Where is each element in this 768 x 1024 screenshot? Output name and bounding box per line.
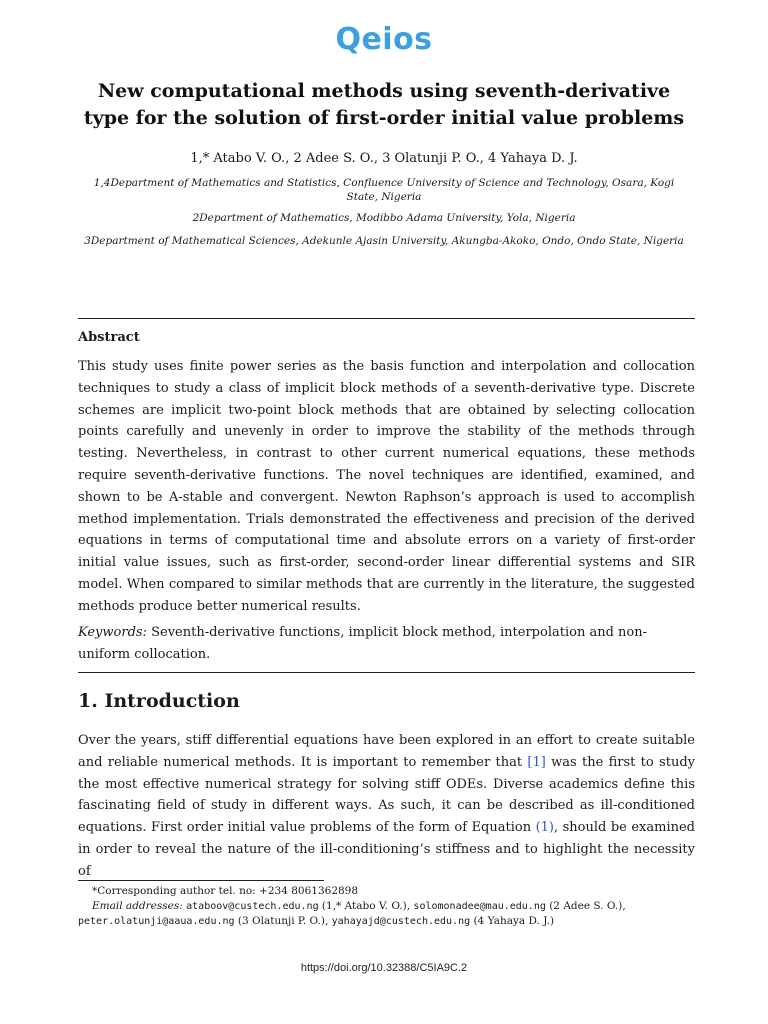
section-heading-introduction: 1. Introduction <box>78 690 240 712</box>
title-line-1: New computational methods using seventh-derivative <box>97 80 671 102</box>
footnotes <box>78 884 695 929</box>
email-4[interactable]: yahayajd@custech.edu.ng <box>331 916 471 927</box>
affiliation-1: 1,4Department of Mathematics and Statistics, Confluence University of Science and Technology, Osara, Kogi State, Nigeria <box>93 177 675 203</box>
email-1[interactable]: ataboov@custech.edu.ng <box>186 901 319 912</box>
intro-text-c: , should be examined in order to reveal the nature of the ill-conditioning’s stiffness and to highlight the necessity of <box>78 820 695 879</box>
email-line-2 <box>78 914 695 929</box>
footnote-rule <box>78 880 324 881</box>
abstract-text: This study uses finite power series as the basis function and interpolation and collocation techniques to study a class of implicit block methods of a seventh-derivative type. Discrete schemes are implicit two-point block methods that are obtained by selecting collocation points carefully and unevenly in order to improve the stability of the methods through testing. Nevertheless, in contrast to other current numerical equations, these methods require seventh-derivative functions. The novel techniques are identified, examined, and shown to be A-stable and convergent. Newton Raphson’s approach is used to accomplish method implementation. Trials demonstrated the effectiveness and precision of the derived equations in terms of computational time and absolute errors on a variety of first-order initial value issues, such as first-order, second-order linear differential systems and SIR model. When compared to similar methods that are currently in the literature, the suggested methods produce better numerical results. <box>78 359 695 614</box>
intro-text-b: was the first to study the most effective numerical strategy for solving stiff ODEs. Diverse academics define this fascinating field of study in different ways. As such, it can be described as ill-conditioned equations. First order initial value problems of the form of Equation <box>78 754 695 836</box>
email-4-owner: (4 Yahaya D. J.) <box>470 915 555 927</box>
keywords <box>78 622 695 666</box>
intro-text-a: Over the years, stiff differential equations have been explored in an effort to create suitable and reliable numerical methods. It is important to remember that <box>78 733 695 770</box>
equation-link-1[interactable]: (1) <box>535 820 554 836</box>
email-3[interactable]: peter.olatunji@aaua.edu.ng <box>78 916 235 927</box>
introduction-paragraph <box>78 730 695 883</box>
abstract-top-rule <box>78 318 695 319</box>
doi-link[interactable]: https://doi.org/10.32388/C5IA9C.2 <box>300 962 468 974</box>
title-line-2: type for the solution of first-order initial value problems <box>83 107 685 129</box>
email-line-1 <box>78 899 695 914</box>
paper-title <box>60 78 708 132</box>
author-list: 1,* Atabo V. O., 2 Adee S. O., 3 Olatunji P. O., 4 Yahaya D. J. <box>190 151 578 166</box>
qeios-logo: Qeios <box>335 22 433 57</box>
email-label: Email addresses: <box>92 900 183 912</box>
corresponding-author-note: *Corresponding author tel. no: +234 8061362898 <box>92 885 359 897</box>
email-2-owner: (2 Adee S. O.), <box>545 900 626 912</box>
affiliation-2: 2Department of Mathematics, Modibbo Adama University, Yola, Nigeria <box>192 212 576 224</box>
keywords-text: Seventh-derivative functions, implicit block method, interpolation and non-uniform collocation. <box>78 625 647 662</box>
email-3-owner: (3 Olatunji P. O.), <box>234 915 332 927</box>
email-1-owner: (1,* Atabo V. O.), <box>318 900 414 912</box>
email-2[interactable]: solomonadee@mau.edu.ng <box>413 901 546 912</box>
abstract-bottom-rule <box>78 672 695 673</box>
affiliation-3: 3Department of Mathematical Sciences, Adekunle Ajasin University, Akungba-Akoko, Ondo, Ondo State, Nigeria <box>84 235 684 247</box>
citation-link-1[interactable]: [1] <box>527 754 546 770</box>
abstract-heading: Abstract <box>78 330 140 345</box>
keywords-label: Keywords: <box>78 625 147 640</box>
